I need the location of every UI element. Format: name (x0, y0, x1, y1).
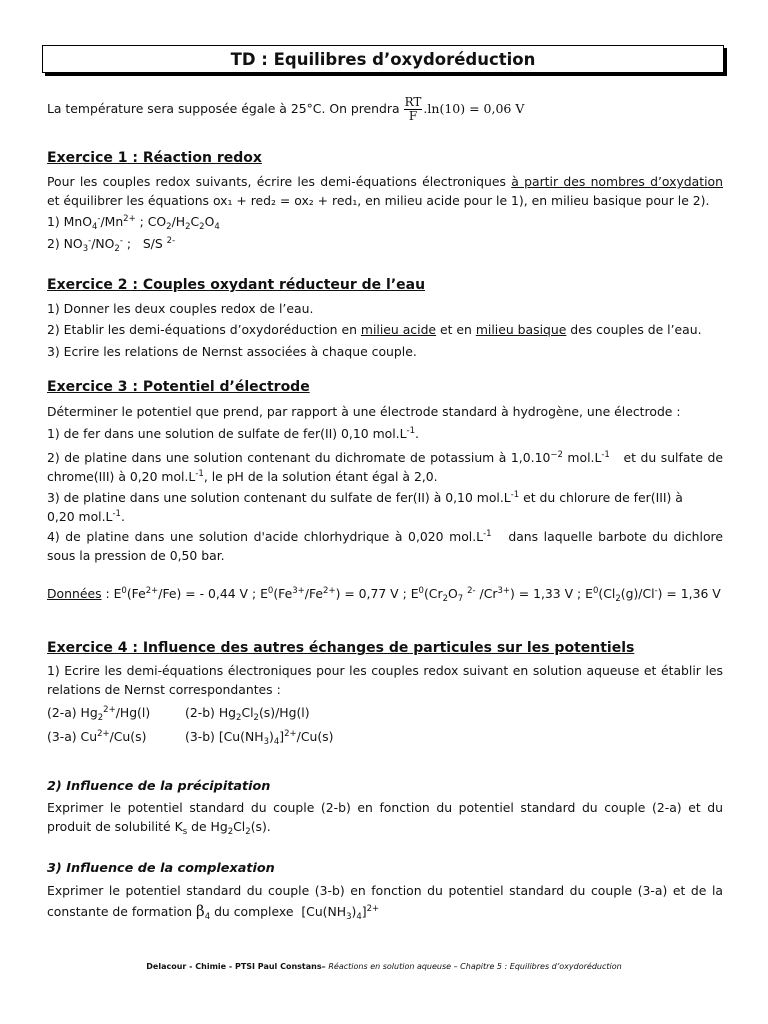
intro-text: La température sera supposée égale à 25°C. On prendra (47, 101, 400, 116)
ex1-couples-2: 2) $NO_3^-/NO_2^-$ ; S/S $^{2-}$ (47, 236, 176, 254)
ex3-q2-line1: 2) de platine dans une solution contenant du dichromate de potassium à $1,0.10^{-2}$ $mol.L^{-1}$ et du sulfate de (47, 450, 723, 465)
ex2-q2: 2) Etablir les demi-équations d’oxydoréduction en milieu acide et en milieu basique des couples de l’eau. (47, 322, 702, 337)
intro-line (47, 96, 723, 123)
ex4-couples-3: (3-a) $Cu^{2+}/Cu(s)$ (3-b) $[Cu(NH_3)_4]^{2+}/Cu(s)$ (47, 729, 334, 747)
ex3-heading: Exercice 3 : Potentiel d’électrode (47, 379, 310, 395)
ex1-line1: Pour les couples redox suivants, écrire les demi-équations électroniques à partir des nombres d’oxydation (47, 174, 723, 189)
ex3-q4-line2: sous la pression de 0,50 bar. (47, 548, 225, 563)
ex1-couples-1: 1) $MnO_4^-/Mn^{2+}$ ; $CO_2/H_2C_2O_4$ (47, 214, 220, 232)
ex4-heading: Exercice 4 : Influence des autres échanges de particules sur les potentiels (47, 640, 635, 656)
ex3-donnees: Données : $E^0(Fe^{2+}/Fe)$ = - 0,44 V ; $E^0(Fe^{3+}/Fe^{2+}) = 0,77$ V ; $E^0(Cr_2O_7$ $^{2-}$ $/Cr^{3+}) = 1,33$ V ; $E^0(Cl_2(g)/Cl^-) = 1,36$ V (47, 586, 721, 604)
ex4-q1-line1: 1) Ecrire les demi-équations électroniques pour les couples redox suivant en solution aqueuse et établir les (47, 663, 723, 678)
ex3-q3-line1: 3) de platine dans une solution contenant du sulfate de fer(II) à 0,10 $mol.L^{-1}$ et du chlorure de fer(III) à (47, 490, 683, 505)
ex2-q1: 1) Donner les deux couples redox de l’eau. (47, 301, 314, 316)
ex1-line2: et équilibrer les équations ox₁ + red₂ = ox₂ + red₁, en milieu acide pour le 1), en milieu basique pour le 2). (47, 193, 710, 208)
ex4-sub3-line2: constante de formation $\beta_4$ du complexe $[Cu(NH_3)_4]^{2+}$ (47, 902, 380, 922)
ex3-intro: Déterminer le potentiel que prend, par rapport à une électrode standard à hydrogène, une électrode : (47, 404, 681, 419)
ex3-q3-line2: 0,20 $mol.L^{-1}$. (47, 509, 125, 524)
ex4-sub2-title: 2) Influence de la précipitation (47, 779, 271, 794)
ex4-couples-2: (2-a) $Hg_2^{2+}/Hg(l)$ (2-b) $Hg_2Cl_2(s)/Hg(l)$ (47, 705, 310, 723)
rt-over-f-fraction: $\frac{RT}{F}$ (404, 95, 422, 123)
ex4-sub3-line1: Exprimer le potentiel standard du couple (3-b) en fonction du potentiel standard du couple (3-a) et de la (47, 883, 723, 898)
ex1-heading: Exercice 1 : Réaction redox (47, 150, 262, 166)
ex3-q4-line1: 4) de platine dans une solution d'acide chlorhydrique à 0,020 $mol.L^{-1}$ dans laquelle barbote du dichlore (47, 529, 723, 544)
page-title: TD : Equilibres d’oxydoréduction (42, 45, 724, 73)
ex2-q3: 3) Ecrire les relations de Nernst associées à chaque couple. (47, 344, 417, 359)
ex4-sub3-title: 3) Influence de la complexation (47, 861, 275, 876)
ex4-sub2-line1: Exprimer le potentiel standard du couple (2-b) en fonction du potentiel standard du couple (2-a) et du (47, 800, 723, 815)
ex3-q2-line2: chrome(III) à 0,20 $mol.L^{-1}$, le pH de la solution étant égal à 2,0. (47, 469, 438, 484)
page-footer: Delacour - Chimie - PTSI Paul Constans– Réactions en solution aqueuse – Chapitre 5 : Equilibres d’oxydoréduction (146, 962, 622, 971)
ex4-sub2-line2: produit de solubilité $K_s$ de $Hg_2Cl_2(s)$. (47, 819, 271, 837)
ex2-heading: Exercice 2 : Couples oxydant réducteur de l’eau (47, 277, 426, 293)
intro-formula: .ln(10) = 0,06 V (423, 101, 525, 116)
ex3-q1: 1) de fer dans une solution de sulfate de fer(II) 0,10 $mol.L^{-1}$. (47, 426, 419, 441)
ex4-q1-line2: relations de Nernst correspondantes : (47, 682, 281, 697)
